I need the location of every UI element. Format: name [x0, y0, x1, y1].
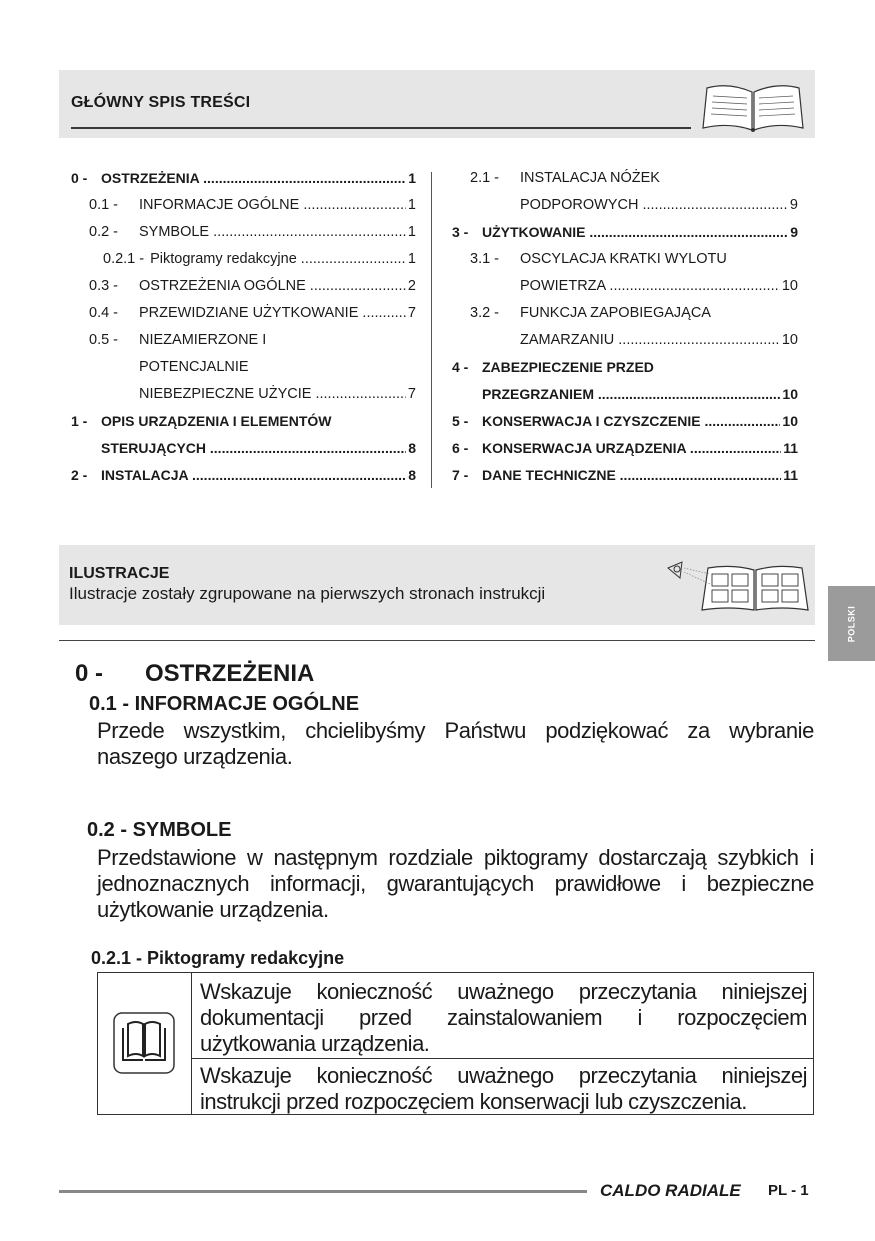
toc-entry-page: 9 [790, 224, 798, 240]
toc-entry [452, 411, 798, 431]
footer-rule [59, 1190, 587, 1193]
toc-entry-number: 7 - [452, 467, 469, 483]
toc-entry-number: 0.4 - [89, 305, 119, 321]
toc-entry-label: DANE TECHNICZNE ..... [482, 465, 781, 485]
toc-entry-page: 10 [781, 332, 798, 348]
section-title: OSTRZEŻENIA [145, 660, 315, 687]
toc-entry-label: KONSERWACJA URZĄDZENIA ..... [482, 438, 781, 458]
toc-entry-label: ZAMARZANIU ..... [520, 330, 780, 350]
toc-entry [71, 438, 416, 458]
toc-entry-number [470, 330, 520, 350]
toc-entry-page [414, 411, 416, 431]
toc-entry [452, 438, 798, 458]
toc-entry [452, 195, 798, 215]
toc-entry-number: 0.2.1 - [103, 251, 145, 267]
toc-entry-page: 10 [781, 278, 798, 294]
toc-entry-page: 1 [407, 197, 416, 213]
toc-entry-number [470, 276, 520, 296]
toc-entry-page [414, 330, 416, 350]
toc-entry [452, 357, 798, 377]
toc-entry-page [796, 357, 798, 377]
toc-entry [452, 303, 798, 323]
toc-entry [452, 276, 798, 296]
toc-entry-number: 0.5 - [89, 332, 119, 348]
open-book-icon [697, 78, 809, 134]
picture-book-icon [662, 554, 812, 614]
toc-entry-label: INSTALACJA ..... [101, 465, 406, 485]
toc-entry-page: 1 [408, 170, 416, 186]
subsection-heading-general-info: 0.1 - INFORMACJE OGÓLNE [89, 693, 360, 715]
pictogram-row-divider [192, 1058, 814, 1059]
toc-entry-number [470, 195, 520, 215]
toc-entry-page [414, 357, 416, 377]
illustrations-text: Ilustracje zostały zgrupowane na pierwszych stronach instrukcji [69, 584, 546, 603]
toc-entry-label: PRZEGRZANIEM ..... [482, 384, 780, 404]
toc-title: GŁÓWNY SPIS TREŚCI [71, 94, 251, 111]
toc-title-rule [71, 127, 691, 129]
toc-entry-label: POTENCJALNIE [139, 359, 249, 375]
language-tab-label-wrap [828, 586, 875, 661]
toc-entry-number: 2.1 - [470, 170, 500, 186]
toc-entry-page: 9 [789, 197, 798, 213]
pictogram-row-text: Wskazuje konieczność uważnego przeczytania niniejszej dokumentacji przed zainstalowaniem i rozpoczęciem użytkowania urządzenia. [200, 979, 807, 1056]
toc-entry [452, 222, 798, 242]
general-info-paragraph: Przede wszystkim, chcielibyśmy Państwu podziękować za wybranie naszego urządzenia. [97, 718, 814, 769]
toc-entry-number: 2 - [71, 467, 88, 483]
toc-entry [452, 465, 798, 485]
toc-entry [71, 357, 416, 377]
toc-entry-number: 1 - [71, 413, 88, 429]
symbols-paragraph: Przedstawione w następnym rozdziale piktogramy dostarczają szybkich i jednoznacznych informacji, gwarantujących prawidłowe i bezpieczne użytkowanie urządzenia. [97, 845, 814, 922]
toc-entry-page: 1 [407, 224, 416, 240]
subsection-heading-symbols: 0.2 - SYMBOLE [87, 819, 232, 841]
toc-entry [71, 168, 416, 188]
toc-entry-page: 7 [407, 386, 416, 402]
toc-entry-label: PRZEWIDZIANE UŻYTKOWANIE ..... [139, 303, 406, 323]
toc-entry-number [71, 438, 101, 458]
toc-column-divider [431, 172, 432, 488]
toc-entry [452, 384, 798, 404]
toc-entry-number: 0.2 - [89, 224, 119, 240]
toc-entry-page: 7 [407, 305, 416, 321]
toc-entry-number [89, 357, 139, 377]
toc-entry-page: 1 [407, 251, 416, 267]
toc-entry-page: 8 [408, 467, 416, 483]
toc-entry-label: OPIS URZĄDZENIA I ELEMENTÓW [101, 413, 332, 429]
toc-entry [71, 276, 416, 296]
toc-entry [71, 330, 416, 350]
toc-entry-page: 10 [782, 386, 798, 402]
book-icon [113, 1012, 175, 1074]
toc-entry-label: POWIETRZA ..... [520, 276, 780, 296]
toc-entry-page [796, 168, 798, 188]
footer-brand: CALDO RADIALE [600, 1181, 741, 1200]
toc-entry [71, 303, 416, 323]
toc-entry-label: NIEZAMIERZONE I [139, 332, 267, 348]
toc-entry [71, 384, 416, 404]
toc-entry-number: 6 - [452, 440, 469, 456]
toc-entry-page: 11 [783, 440, 798, 456]
toc-entry-number [89, 384, 139, 404]
illustrations-title: ILUSTRACJE [69, 565, 170, 582]
toc-entry-page [796, 249, 798, 269]
toc-entry [71, 222, 416, 242]
toc-entry [71, 249, 416, 269]
toc-entry-label: SYMBOLE ..... [139, 222, 406, 242]
toc-entry-number: 5 - [452, 413, 469, 429]
toc-entry-number: 3 - [452, 224, 469, 240]
toc-entry [452, 249, 798, 269]
toc-entry [71, 465, 416, 485]
footer-page-number: PL - 1 [768, 1182, 809, 1199]
toc-entry-number: 0.3 - [89, 278, 119, 294]
toc-entry-label: KONSERWACJA I CZYSZCZENIE ..... [482, 411, 780, 431]
toc-entry-page: 8 [408, 440, 416, 456]
toc-entry-label: INFORMACJE OGÓLNE ..... [139, 195, 406, 215]
toc-entry [452, 330, 798, 350]
toc-entry-page: 11 [783, 467, 798, 483]
toc-entry-number: 0 - [71, 170, 88, 186]
toc-entry-page: 10 [782, 413, 798, 429]
pictogram-row-text: Wskazuje konieczność uważnego przeczytania niniejszej instrukcji przed rozpoczęciem konserwacji lub czyszczenia. [200, 1063, 807, 1114]
toc-entry-label: FUNKCJA ZAPOBIEGAJĄCA [520, 305, 711, 321]
toc-entry-label: NIEBEZPIECZNE UŻYCIE ..... [139, 384, 406, 404]
toc-entry [452, 168, 798, 188]
toc-entry-page: 2 [407, 278, 416, 294]
toc-entry-label: PODPOROWYCH ..... [520, 195, 788, 215]
toc-entry-number: 0.1 - [89, 197, 119, 213]
toc-entry-label: STERUJĄCYCH ..... [101, 438, 406, 458]
subsection-heading-pictograms: 0.2.1 - Piktogramy redakcyjne [91, 948, 345, 968]
section-number: 0 - [75, 660, 104, 687]
toc-entry-label: OSTRZEŻENIA ..... [101, 168, 406, 188]
section-rule [59, 640, 815, 641]
toc-entry [71, 195, 416, 215]
toc-entry-label: ZABEZPIECZENIE PRZED [482, 359, 654, 375]
toc-entry-number [452, 384, 482, 404]
toc-entry-label: UŻYTKOWANIE ..... [482, 222, 788, 242]
toc-entry [71, 411, 416, 431]
toc-entry-label: Piktogramy redakcyjne ..... [150, 249, 406, 269]
toc-entry-number: 3.1 - [470, 251, 500, 267]
toc-entry-label: OSTRZEŻENIA OGÓLNE ..... [139, 276, 406, 296]
toc-entry-label: INSTALACJA NÓŻEK [520, 170, 660, 186]
toc-entry-page [796, 303, 798, 323]
toc-entry-label: OSCYLACJA KRATKI WYLOTU [520, 251, 727, 267]
toc-entry-number: 3.2 - [470, 305, 500, 321]
language-tab-label: POLSKI [846, 605, 857, 642]
toc-entry-number: 4 - [452, 359, 469, 375]
